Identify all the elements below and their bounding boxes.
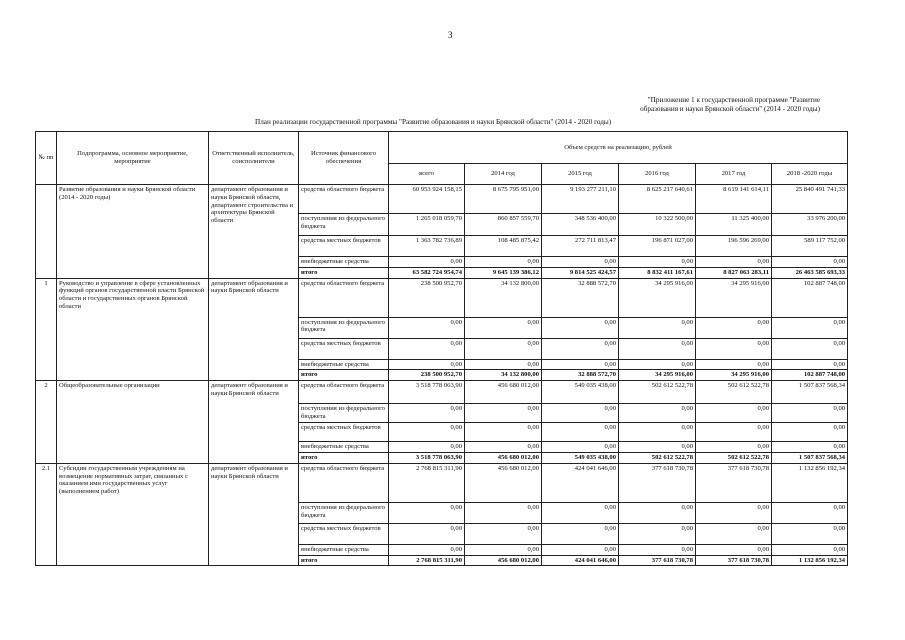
appendix-line-1: "Приложение 1 к государственной программе "Развитие [647, 96, 820, 104]
amount-cell: 0,00 [389, 423, 465, 442]
amount-cell: 0,00 [696, 502, 772, 523]
funding-source: средства местных бюджетов [299, 236, 389, 257]
amount-cell: 0,00 [465, 442, 542, 453]
amount-cell: 33 976 200,00 [772, 214, 848, 236]
amount-cell: 502 612 522,78 [619, 452, 696, 463]
section-name: Развитие образования и науки Брянской области (2014 - 2020 годы) [57, 185, 209, 279]
amount-cell: 502 612 522,78 [619, 381, 696, 404]
amount-cell: 0,00 [389, 502, 465, 523]
amount-cell: 860 857 559,70 [465, 214, 542, 236]
amount-cell: 0,00 [619, 404, 696, 423]
amount-cell: 1 265 018 059,70 [389, 214, 465, 236]
amount-cell: 0,00 [465, 317, 542, 338]
amount-cell: 377 618 730,78 [619, 555, 696, 566]
amount-cell: 238 500 952,70 [389, 370, 465, 381]
amount-cell: 8 832 411 167,61 [619, 267, 696, 278]
amount-cell: 0,00 [465, 359, 542, 370]
amount-cell: 0,00 [542, 338, 619, 359]
amount-cell: 0,00 [772, 423, 848, 442]
amount-cell: 196 596 269,00 [696, 236, 772, 257]
amount-cell: 34 132 800,00 [465, 278, 542, 317]
amount-cell: 0,00 [619, 523, 696, 544]
funding-source: средства областного бюджета [299, 278, 389, 317]
amount-cell: 2 768 815 311,90 [389, 555, 465, 566]
plan-body [36, 185, 848, 566]
amount-cell: 102 887 748,00 [772, 278, 848, 317]
amount-cell: 0,00 [465, 523, 542, 544]
amount-cell: 8 619 141 614,11 [696, 185, 772, 214]
section-number: 2.1 [36, 463, 57, 566]
amount-cell: 0,00 [696, 359, 772, 370]
amount-cell: 0,00 [696, 423, 772, 442]
section-executor: департамент образования и науки Брянской области [209, 463, 299, 566]
amount-cell: 1 132 856 192,34 [772, 463, 848, 502]
amount-cell: 456 680 012,00 [465, 381, 542, 404]
table-row [36, 185, 848, 214]
section-name: Руководство и управление в сфере установленных функций органов государственной власти Брянской области и государственных органов Брянской области [57, 278, 209, 381]
funding-source: внебюджетные средства [299, 257, 389, 268]
amount-cell: 9 193 277 211,10 [542, 185, 619, 214]
amount-cell: 0,00 [389, 338, 465, 359]
amount-cell: 0,00 [619, 359, 696, 370]
amount-cell: 238 500 952,70 [389, 278, 465, 317]
amount-cell: 377 618 730,78 [696, 555, 772, 566]
amount-cell: 377 618 730,78 [619, 463, 696, 502]
amount-cell: 0,00 [772, 338, 848, 359]
amount-cell: 502 612 522,78 [696, 381, 772, 404]
amount-cell: 0,00 [696, 317, 772, 338]
amount-cell: 0,00 [772, 442, 848, 453]
section-number: 1 [36, 278, 57, 381]
amount-cell: 25 840 491 741,33 [772, 185, 848, 214]
funding-source: внебюджетные средства [299, 442, 389, 453]
amount-cell: 0,00 [465, 338, 542, 359]
funding-source: средства областного бюджета [299, 463, 389, 502]
amount-cell: 9 814 525 424,57 [542, 267, 619, 278]
amount-cell: 8 827 063 283,11 [696, 267, 772, 278]
amount-cell: 377 618 730,78 [696, 463, 772, 502]
funding-source: средства местных бюджетов [299, 523, 389, 544]
header-year-total: всего [389, 164, 465, 185]
funding-source: итого [299, 555, 389, 566]
page-number: 3 [448, 30, 453, 40]
amount-cell: 32 888 572,70 [542, 278, 619, 317]
amount-cell: 0,00 [619, 502, 696, 523]
amount-cell: 26 463 585 693,33 [772, 267, 848, 278]
header-num: № пп [36, 132, 57, 185]
amount-cell: 34 295 916,00 [619, 278, 696, 317]
amount-cell: 0,00 [465, 257, 542, 268]
appendix-note [600, 96, 820, 114]
amount-cell: 0,00 [389, 404, 465, 423]
funding-source: поступления из федерального бюджета [299, 317, 389, 338]
funding-source: средства областного бюджета [299, 381, 389, 404]
amount-cell: 0,00 [619, 317, 696, 338]
header-volume: Объем средств на реализацию, рублей [389, 132, 848, 164]
header-year-2017: 2017 год [696, 164, 772, 185]
amount-cell: 3 518 778 063,90 [389, 381, 465, 404]
header-source: Источник финансового обеспечения [299, 132, 389, 185]
section-executor: департамент образования и науки Брянской области [209, 278, 299, 381]
amount-cell: 0,00 [772, 359, 848, 370]
funding-source: внебюджетные средства [299, 359, 389, 370]
funding-source: итого [299, 267, 389, 278]
amount-cell: 0,00 [542, 423, 619, 442]
amount-cell: 0,00 [772, 523, 848, 544]
amount-cell: 2 768 815 311,90 [389, 463, 465, 502]
amount-cell: 424 041 646,00 [542, 463, 619, 502]
amount-cell: 8 625 217 640,61 [619, 185, 696, 214]
amount-cell: 0,00 [696, 338, 772, 359]
header-year-2015: 2015 год [542, 164, 619, 185]
amount-cell: 63 582 724 954,74 [389, 267, 465, 278]
amount-cell: 1 363 782 736,89 [389, 236, 465, 257]
amount-cell: 0,00 [772, 502, 848, 523]
header-year-2016: 2016 год [619, 164, 696, 185]
amount-cell: 0,00 [542, 359, 619, 370]
amount-cell: 8 675 795 951,00 [465, 185, 542, 214]
amount-cell: 502 612 522,78 [696, 452, 772, 463]
amount-cell: 1 507 837 568,34 [772, 381, 848, 404]
amount-cell: 0,00 [696, 257, 772, 268]
section-number: 2 [36, 381, 57, 464]
amount-cell: 108 485 875,42 [465, 236, 542, 257]
amount-cell: 0,00 [542, 523, 619, 544]
funding-source: поступления из федерального бюджета [299, 404, 389, 423]
header-executor: Ответственный исполнитель, соисполнители [209, 132, 299, 185]
amount-cell: 0,00 [389, 442, 465, 453]
amount-cell: 0,00 [619, 423, 696, 442]
funding-source: внебюджетные средства [299, 544, 389, 555]
funding-source: средства областного бюджета [299, 185, 389, 214]
funding-source: средства местных бюджетов [299, 423, 389, 442]
section-name: Общеобразовательные организации [57, 381, 209, 464]
plan-title: План реализации государственной программы "Развитие образования и науки Брянской области" (2014 - 2020 годы) [255, 118, 612, 126]
amount-cell: 0,00 [619, 338, 696, 359]
amount-cell: 196 871 027,00 [619, 236, 696, 257]
amount-cell: 0,00 [389, 317, 465, 338]
amount-cell: 456 680 012,00 [465, 463, 542, 502]
funding-source: поступления из федерального бюджета [299, 214, 389, 236]
amount-cell: 0,00 [772, 404, 848, 423]
amount-cell: 0,00 [389, 257, 465, 268]
amount-cell: 34 132 800,00 [465, 370, 542, 381]
header-program: Подпрограмма, основное мероприятие, мероприятие [57, 132, 209, 185]
amount-cell: 456 680 012,00 [465, 555, 542, 566]
amount-cell: 0,00 [389, 359, 465, 370]
amount-cell: 0,00 [772, 257, 848, 268]
amount-cell: 34 295 916,00 [696, 278, 772, 317]
amount-cell: 0,00 [465, 544, 542, 555]
amount-cell: 0,00 [465, 404, 542, 423]
amount-cell: 589 117 752,00 [772, 236, 848, 257]
amount-cell: 0,00 [696, 544, 772, 555]
table-row [36, 381, 848, 404]
amount-cell: 0,00 [389, 523, 465, 544]
amount-cell: 348 536 400,00 [542, 214, 619, 236]
amount-cell: 272 711 813,47 [542, 236, 619, 257]
section-executor: департамент образования и науки Брянской области, департамент строительства и архитектуры Брянской области [209, 185, 299, 279]
amount-cell: 60 953 924 158,15 [389, 185, 465, 214]
funding-source: итого [299, 452, 389, 463]
amount-cell: 0,00 [542, 317, 619, 338]
plan-table [35, 131, 848, 566]
header-year-2018-2020: 2018 -2020 годы [772, 164, 848, 185]
header-year-2014: 2014 год [465, 164, 542, 185]
section-executor: департамент образования и науки Брянской области [209, 381, 299, 464]
amount-cell: 0,00 [542, 442, 619, 453]
table-row [36, 463, 848, 502]
section-number [36, 185, 57, 279]
amount-cell: 424 041 646,00 [542, 555, 619, 566]
amount-cell: 0,00 [696, 523, 772, 544]
amount-cell: 0,00 [465, 502, 542, 523]
amount-cell: 11 325 400,00 [696, 214, 772, 236]
funding-source: поступления из федерального бюджета [299, 502, 389, 523]
funding-source: средства местных бюджетов [299, 338, 389, 359]
amount-cell: 0,00 [542, 544, 619, 555]
amount-cell: 32 888 572,70 [542, 370, 619, 381]
amount-cell: 3 518 778 063,90 [389, 452, 465, 463]
amount-cell: 34 295 916,00 [619, 370, 696, 381]
amount-cell: 0,00 [696, 442, 772, 453]
appendix-line-2: образования и науки Брянской области" (2014 - 2020 годы) [640, 105, 820, 113]
amount-cell: 0,00 [619, 544, 696, 555]
amount-cell: 0,00 [619, 257, 696, 268]
amount-cell: 0,00 [465, 423, 542, 442]
amount-cell: 0,00 [772, 317, 848, 338]
amount-cell: 0,00 [542, 502, 619, 523]
amount-cell: 34 295 916,00 [696, 370, 772, 381]
amount-cell: 0,00 [772, 544, 848, 555]
section-name: Субсидии государственным учреждениям на возмещение нормативных затрат, связанных с оказанием ими государственных услуг (выполнением работ) [57, 463, 209, 566]
amount-cell: 1 132 856 192,34 [772, 555, 848, 566]
table-row [36, 278, 848, 317]
amount-cell: 0,00 [389, 544, 465, 555]
amount-cell: 1 507 837 568,34 [772, 452, 848, 463]
amount-cell: 456 680 012,00 [465, 452, 542, 463]
amount-cell: 102 887 748,00 [772, 370, 848, 381]
amount-cell: 9 645 139 386,12 [465, 267, 542, 278]
amount-cell: 10 322 500,00 [619, 214, 696, 236]
funding-source: итого [299, 370, 389, 381]
amount-cell: 0,00 [542, 257, 619, 268]
amount-cell: 549 035 438,00 [542, 381, 619, 404]
amount-cell: 0,00 [619, 442, 696, 453]
amount-cell: 549 035 438,00 [542, 452, 619, 463]
amount-cell: 0,00 [542, 404, 619, 423]
amount-cell: 0,00 [696, 404, 772, 423]
